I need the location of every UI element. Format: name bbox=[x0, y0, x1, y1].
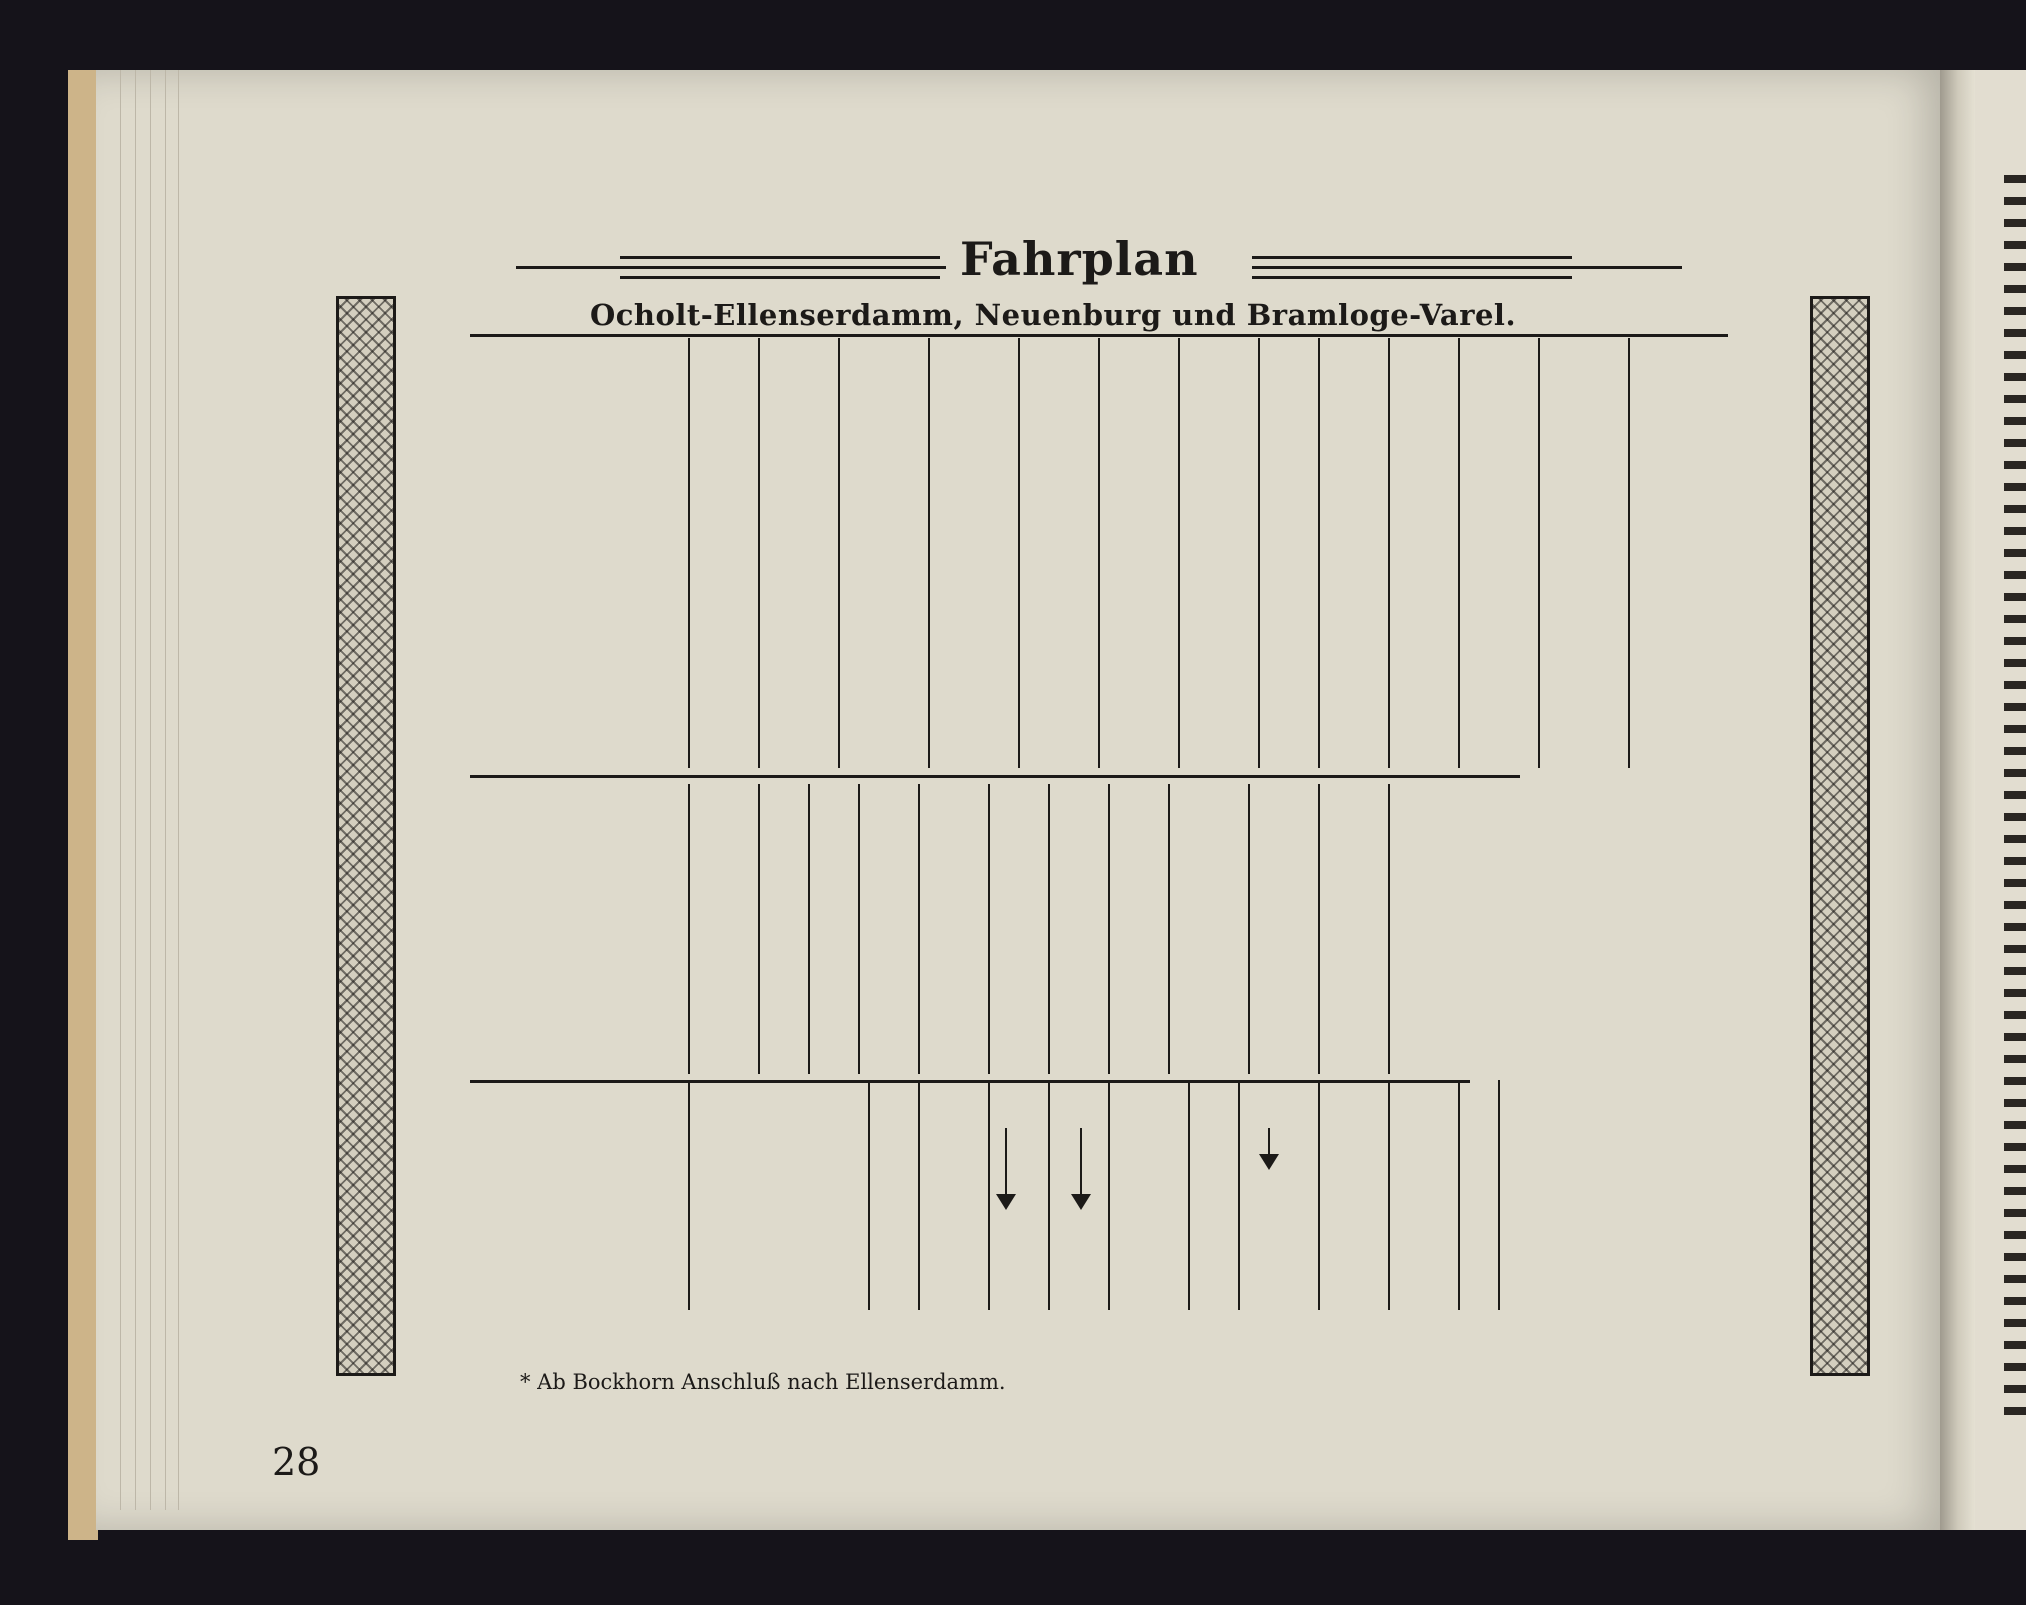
column-divider bbox=[1458, 338, 1460, 768]
column-divider bbox=[1018, 338, 1020, 768]
section-rule bbox=[470, 775, 1520, 778]
column-divider bbox=[1388, 338, 1390, 768]
title-rule bbox=[1252, 266, 1682, 269]
column-divider bbox=[1538, 338, 1540, 768]
footnote: * Ab Bockhorn Anschluß nach Ellenserdamm. bbox=[520, 1370, 1006, 1394]
book-gutter bbox=[1940, 70, 1976, 1530]
column-divider bbox=[758, 338, 760, 768]
column-divider bbox=[1458, 1080, 1460, 1310]
title-rule bbox=[620, 256, 940, 259]
column-divider bbox=[988, 1080, 990, 1310]
column-divider bbox=[1108, 784, 1110, 1074]
column-divider bbox=[1258, 338, 1260, 768]
down-arrow bbox=[1080, 1128, 1082, 1208]
title-rule bbox=[620, 276, 940, 279]
page-number: 28 bbox=[272, 1440, 321, 1484]
column-divider bbox=[988, 784, 990, 1074]
column-divider bbox=[1318, 1080, 1320, 1310]
page-leaf-edge bbox=[150, 70, 151, 1510]
down-arrow bbox=[1005, 1128, 1007, 1208]
right-ornament-border bbox=[1810, 296, 1870, 1376]
subtitle-rule bbox=[470, 334, 1728, 337]
column-divider bbox=[808, 784, 810, 1074]
column-divider bbox=[688, 338, 690, 768]
column-divider bbox=[1108, 1080, 1110, 1310]
column-divider bbox=[838, 338, 840, 768]
title-rule bbox=[1252, 256, 1572, 259]
column-divider bbox=[918, 784, 920, 1074]
down-arrow bbox=[1268, 1128, 1270, 1168]
column-divider bbox=[1048, 784, 1050, 1074]
column-divider bbox=[688, 784, 690, 1074]
title-rule bbox=[1252, 276, 1572, 279]
column-divider bbox=[1318, 784, 1320, 1074]
column-divider bbox=[1098, 338, 1100, 768]
column-divider bbox=[1318, 338, 1320, 768]
column-divider bbox=[1388, 784, 1390, 1074]
column-divider bbox=[1238, 1080, 1240, 1310]
column-divider bbox=[688, 1080, 690, 1310]
page-leaf-edge bbox=[178, 70, 179, 1510]
column-divider bbox=[928, 338, 930, 768]
page-leaf-edge bbox=[165, 70, 166, 1510]
column-divider bbox=[868, 1080, 870, 1310]
column-divider bbox=[1188, 1080, 1190, 1310]
page-title: Fahrplan bbox=[960, 232, 1199, 286]
column-divider bbox=[1498, 1080, 1500, 1310]
column-divider bbox=[758, 784, 760, 1074]
title-rule bbox=[516, 266, 946, 269]
page-leaf-edge bbox=[135, 70, 136, 1510]
page-leaf-edge bbox=[120, 70, 121, 1510]
column-divider bbox=[1178, 338, 1180, 768]
facing-page-ornament bbox=[2004, 175, 2026, 1415]
route-subtitle: Ocholt-Ellenserdamm, Neuenburg und Bramloge-Varel. bbox=[590, 298, 1517, 332]
column-divider bbox=[918, 1080, 920, 1310]
column-divider bbox=[1048, 1080, 1050, 1310]
column-divider bbox=[1168, 784, 1170, 1074]
column-divider bbox=[1248, 784, 1250, 1074]
column-divider bbox=[858, 784, 860, 1074]
left-ornament-border bbox=[336, 296, 396, 1376]
timetable bbox=[470, 338, 1760, 1358]
page-edge bbox=[68, 70, 98, 1540]
column-divider bbox=[1388, 1080, 1390, 1310]
section-rule bbox=[470, 1080, 1470, 1083]
column-divider bbox=[1628, 338, 1630, 768]
